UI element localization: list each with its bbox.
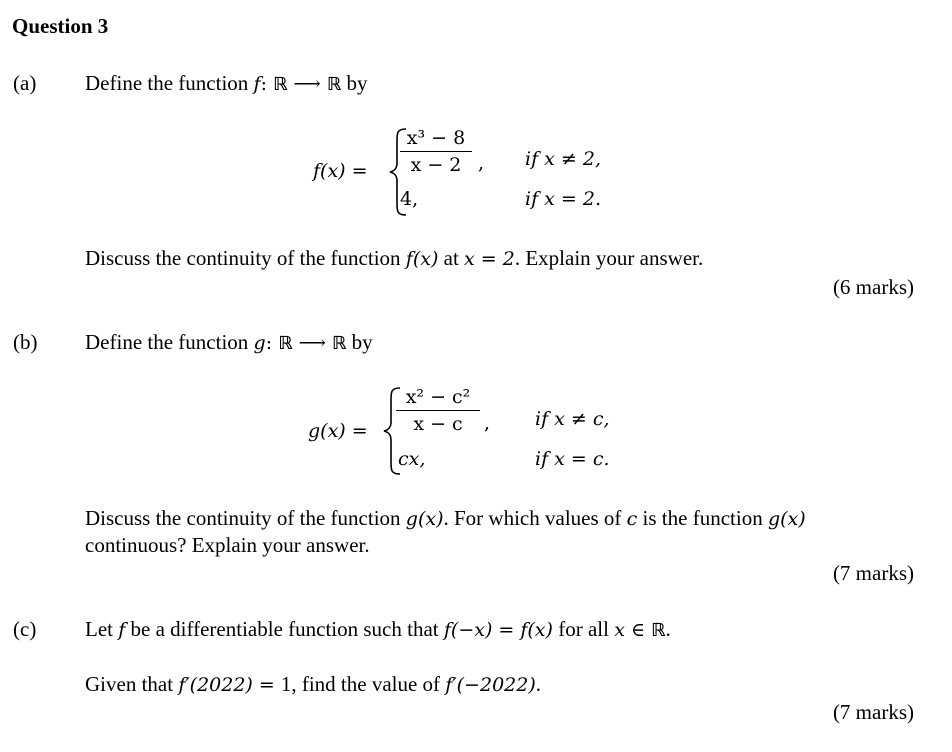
- part-b-fraction: [396, 386, 480, 435]
- part-a-question: Discuss the continuity of the function f(x) at x = 2. Explain your answer.: [85, 246, 704, 270]
- part-a-fraction-denominator: x − 2: [410, 154, 462, 177]
- part-b-fn-lhs: g(x) =: [308, 420, 368, 442]
- part-a-intro: Define the function f: ℝ ⟶ ℝ by: [85, 71, 368, 95]
- part-b-fraction-denominator: x − c: [413, 413, 463, 436]
- part-c-marks: (7 marks): [832, 700, 914, 724]
- part-b-condition-1: if x ≠ c,: [535, 408, 610, 430]
- part-a-fraction-numerator: x³ − 8: [406, 127, 466, 149]
- part-b-fraction-bar: [396, 410, 480, 411]
- part-c-label: (c): [13, 617, 37, 641]
- part-b-label: (b): [13, 330, 38, 354]
- part-b-question-line-1: Discuss the continuity of the function g(x). For which values of c is the function g(x): [85, 506, 806, 530]
- part-c-line-2: Given that f′(2022) = 1, find the value of f′(−2022).: [85, 672, 541, 696]
- part-c-line-1: Let f be a differentiable function such that f(−x) = f(x) for all x ∈ ℝ.: [85, 617, 671, 641]
- part-b-intro: Define the function g: ℝ ⟶ ℝ by: [85, 330, 373, 354]
- part-a-case2-value: 4,: [400, 188, 419, 210]
- part-a-label: (a): [13, 71, 37, 95]
- part-a-fraction-bar: [400, 151, 472, 152]
- part-b-condition-2: if x = c.: [535, 448, 610, 470]
- part-b-fraction-numerator: x² − c²: [405, 386, 471, 408]
- part-a-condition-1: if x ≠ 2,: [525, 148, 601, 170]
- part-b-case2-value: cx,: [398, 448, 426, 470]
- part-a-marks: (6 marks): [832, 275, 914, 299]
- part-b-question-line-2: continuous? Explain your answer.: [85, 533, 370, 557]
- part-b-comma: ,: [484, 412, 491, 434]
- part-a-comma: ,: [478, 152, 485, 174]
- part-a-condition-2: if x = 2.: [525, 188, 601, 210]
- question-title: Question 3: [12, 14, 109, 38]
- part-a-fraction: [400, 127, 472, 176]
- part-b-marks: (7 marks): [832, 561, 914, 585]
- part-a-fn-lhs: f(x) =: [313, 160, 368, 182]
